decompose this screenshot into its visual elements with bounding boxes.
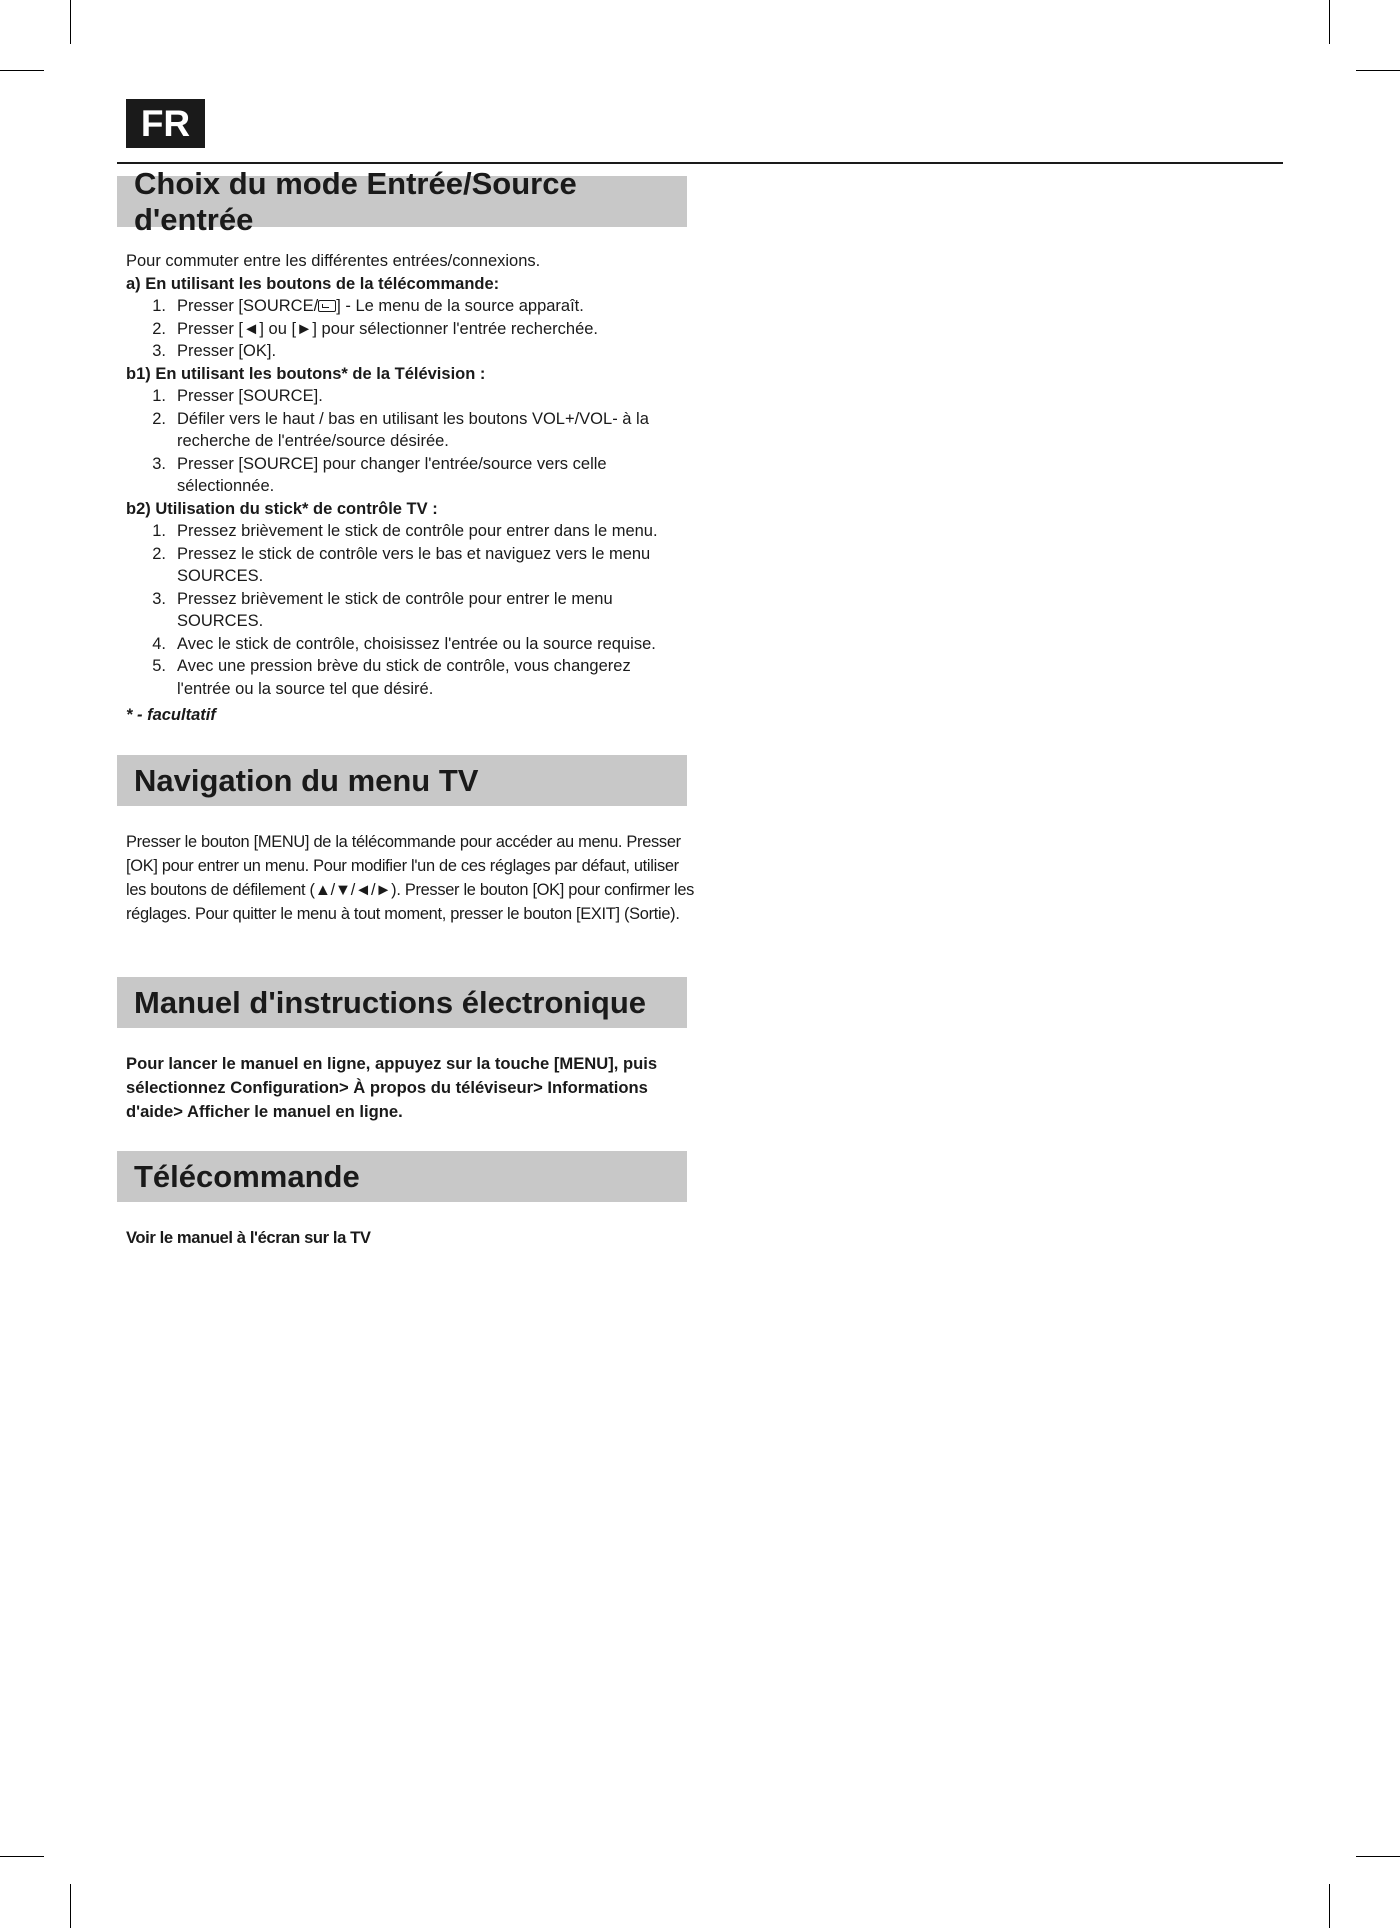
source-input-icon [318,300,336,312]
list-item: 1. Pressez brièvement le stick de contrôle pour entrer dans le menu. [152,522,658,540]
list-item: 3. Presser [OK]. [152,342,277,360]
header-rule [117,162,1283,164]
list-item: 3. Presser [SOURCE] pour changer l'entrée/source vers celle sélectionnée. [152,454,607,495]
intro-text: Pour commuter entre les différentes entrées/connexions. [126,252,541,270]
remote-control-text: Voir le manuel à l'écran sur la TV [126,1228,371,1247]
list-item: 1. Presser [SOURCE]. [152,387,323,405]
control-stick-steps [126,520,686,700]
section-heading-remote-control: Télécommande [117,1151,687,1202]
crop-mark [1329,0,1330,44]
subheading-tv-buttons: b1) En utilisant les boutons* de la Télévision : [126,364,486,383]
subheading-remote: a) En utilisant les boutons de la télécommande: [126,274,500,293]
crop-mark [70,0,71,44]
subheading-control-stick: b2) Utilisation du stick* de contrôle TV : [126,499,438,518]
crop-mark [1356,70,1400,71]
crop-mark [1356,1856,1400,1857]
menu-navigation-text: Presser le bouton [MENU] de la télécommande pour accéder au menu. Presser [OK] pour entrer un menu. Pour modifier l'un de ces réglages par défaut, utiliser les boutons de défilement (▲/▼/◄/►). Presser le bouton [OK] pour confirmer les réglages. Pour quitter le menu à tout moment, presser le bouton [EXIT] (Sortie). [126,833,695,923]
section-heading-e-manual: Manuel d'instructions électronique [117,977,687,1028]
input-source-instructions [126,250,686,727]
list-item: 2. Défiler vers le haut / bas en utilisant les boutons VOL+/VOL- à la recherche de l'entrée/source désirée. [152,409,649,450]
section-heading-menu-navigation: Navigation du menu TV [117,755,687,806]
list-item: 3. Pressez brièvement le stick de contrôle pour entrer le menu SOURCES. [152,589,613,630]
optional-footnote: * - facultatif [126,706,216,724]
e-manual-text: Pour lancer le manuel en ligne, appuyez sur la touche [MENU], puis sélectionnez Configuration> À propos du téléviseur> Informations d'aide> Afficher le manuel en ligne. [126,1054,658,1121]
section-heading-input-source: Choix du mode Entrée/Source d'entrée [117,176,687,227]
language-badge: FR [126,99,205,148]
list-item: 4. Avec le stick de contrôle, choisissez l'entrée ou la source requise. [152,634,656,653]
crop-mark [0,70,44,71]
crop-mark [0,1856,44,1857]
list-item: 2. Pressez le stick de contrôle vers le bas et naviguez vers le menu SOURCES. [152,544,651,585]
list-item: 1. Presser [SOURCE/ ] - Le menu de la source apparaît. [152,297,584,315]
list-item: 2. Presser [◄] ou [►] pour sélectionner l'entrée recherchée. [152,319,599,338]
remote-steps [126,295,686,363]
tv-button-steps [126,385,686,498]
crop-mark [1329,1884,1330,1928]
crop-mark [70,1884,71,1928]
list-item: 5. Avec une pression brève du stick de contrôle, vous changerez l'entrée ou la source tel que désiré. [152,657,631,698]
